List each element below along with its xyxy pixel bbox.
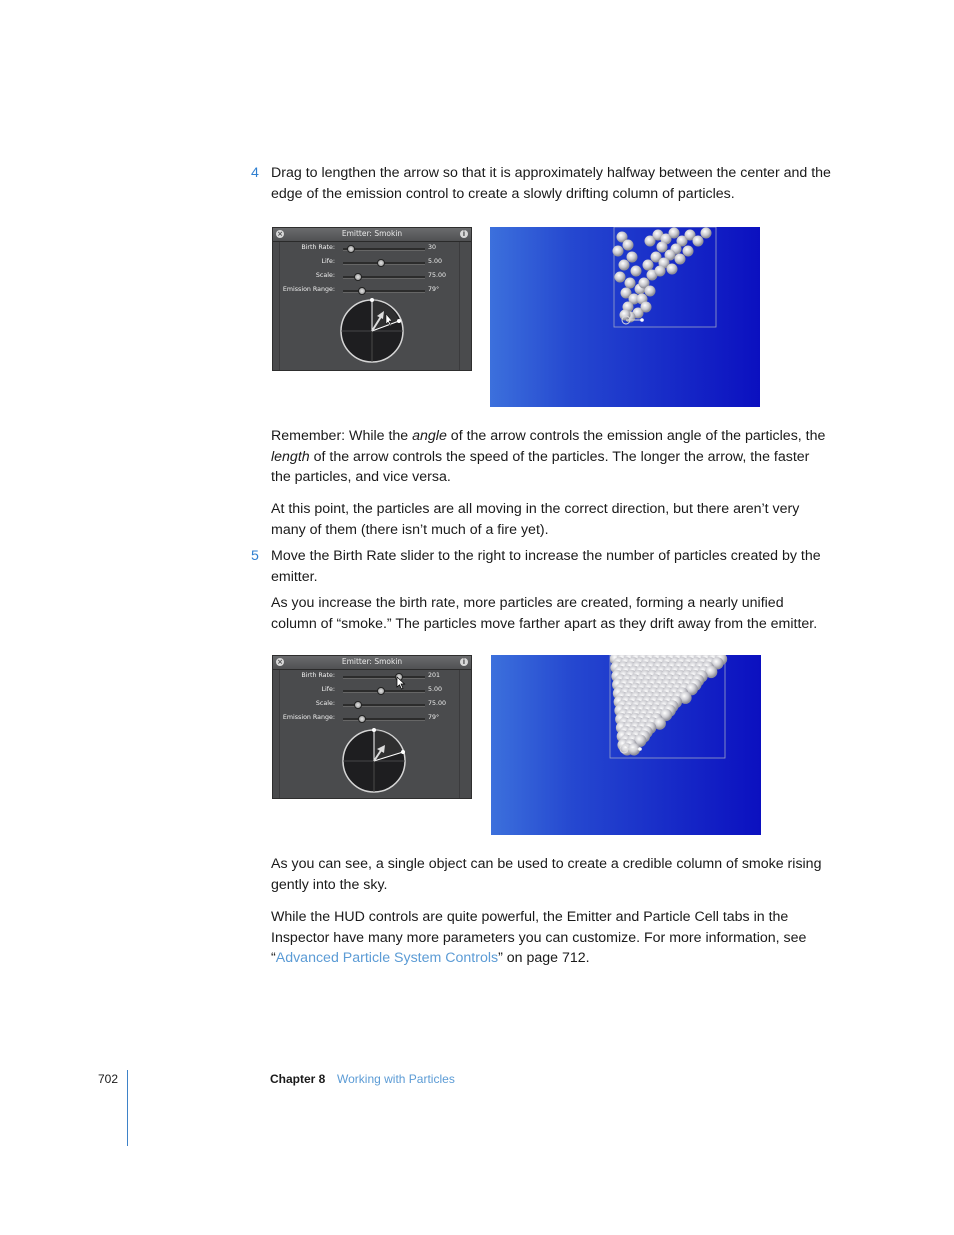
smoke-particle: [683, 246, 694, 257]
particle-column: [491, 655, 761, 835]
chapter-title-link[interactable]: Working with Particles: [337, 1072, 455, 1086]
smoke-particle: [655, 266, 666, 277]
paragraph-text: ” on page 712.: [498, 950, 590, 966]
smoke-particle: [643, 260, 654, 271]
step-text: Move the Birth Rate slider to the right to increase the number of particles created by the emitter.: [271, 548, 821, 585]
step-text: Drag to lengthen the arrow so that it is approximately halfway between the center and the edge of the emission control to create a slowly drifting column of particles.: [271, 165, 831, 202]
hud-title-bar: [273, 228, 471, 242]
smoke-particle: [693, 236, 704, 247]
slider-label: Birth Rate:: [301, 672, 335, 679]
cursor-icon: [396, 676, 406, 690]
note-emphasis: length: [271, 448, 310, 465]
slider-track[interactable]: [343, 290, 425, 293]
slider-value: 30: [428, 244, 437, 251]
emission-angle-control[interactable]: [341, 728, 407, 794]
slider-knob[interactable]: [377, 687, 385, 695]
step-number: 5: [251, 548, 259, 564]
slider-knob[interactable]: [354, 273, 362, 281]
slider-label: Emission Range:: [282, 714, 335, 721]
smoke-particle: [675, 254, 686, 265]
slider-label: Emission Range:: [282, 286, 335, 293]
hud-title: Emitter: Smokin: [341, 657, 403, 666]
page-number: 702: [98, 1072, 119, 1086]
slider-label: Scale:: [315, 700, 335, 707]
footer-rule: [127, 1070, 128, 1146]
slider-value: 5.00: [428, 258, 443, 265]
smoke-particle: [615, 272, 626, 283]
slider-value: 5.00: [428, 686, 443, 693]
hud-slider-row: [273, 272, 471, 282]
smoke-particle: [631, 266, 642, 277]
emitter-hud: [272, 227, 472, 371]
slider-label: Scale:: [315, 272, 335, 279]
slider-knob[interactable]: [377, 259, 385, 267]
step-number: 4: [251, 165, 259, 181]
slider-label: Life:: [321, 258, 335, 265]
smoke-particle: [623, 240, 634, 251]
slider-value: 75.00: [428, 700, 447, 707]
note-text: of the arrow controls the emission angle of the particles, the: [446, 428, 826, 444]
note-emphasis: angle: [412, 428, 447, 444]
hud-slider-row: [273, 244, 471, 254]
body-paragraph: As you increase the birth rate, more particles are created, forming a nearly unified column of “smoke.” The particles move farther apart as they drift away from the emitter.: [271, 595, 818, 632]
close-icon[interactable]: ×: [277, 658, 283, 666]
slider-value: 79°: [428, 714, 440, 721]
chapter-label: Chapter 8: [270, 1072, 326, 1086]
smoke-particle: [657, 242, 668, 253]
smoke-particle: [613, 246, 624, 257]
canvas-preview: [490, 227, 760, 407]
smoke-particle: [625, 278, 636, 289]
slider-track[interactable]: [343, 676, 425, 679]
smoke-particle: [701, 228, 712, 239]
slider-label: Birth Rate:: [301, 244, 335, 251]
hud-slider-row: [273, 700, 471, 710]
smoke-particle: [667, 264, 678, 275]
slider-knob[interactable]: [358, 287, 366, 295]
slider-track[interactable]: [343, 718, 425, 721]
hud-slider-row: [273, 714, 471, 724]
slider-knob[interactable]: [354, 701, 362, 709]
slider-track[interactable]: [343, 248, 425, 251]
info-icon[interactable]: i: [460, 658, 468, 666]
slider-knob[interactable]: [347, 245, 355, 253]
canvas-preview: [491, 655, 761, 835]
slider-value: 79°: [428, 286, 440, 293]
smoke-particle: [645, 286, 656, 297]
body-paragraph: As you can see, a single object can be used to create a credible column of smoke rising gently into the sky.: [271, 856, 822, 893]
info-icon[interactable]: i: [460, 230, 468, 238]
smoke-particle: [627, 252, 638, 263]
note-text: Remember: While the: [271, 428, 413, 444]
hud-slider-row: [273, 672, 471, 682]
smoke-particle: [669, 228, 680, 239]
smoke-particle: [641, 302, 652, 313]
close-icon[interactable]: ×: [277, 230, 283, 238]
emission-angle-control[interactable]: [339, 298, 405, 364]
advanced-controls-link[interactable]: Advanced Particle System Controls: [275, 950, 499, 966]
hud-title-bar: [273, 656, 471, 670]
body-paragraph: [271, 907, 831, 969]
hud-slider-row: [273, 286, 471, 296]
body-paragraph: At this point, the particles are all moving in the correct direction, but there aren’t very many of them (there isn’t much of a fire yet).: [271, 501, 800, 538]
note-text: of the arrow controls the speed of the particles. The longer the arrow, the faster the particles, and vice versa.: [271, 448, 810, 485]
particle-column: [490, 227, 760, 407]
hud-slider-row: [273, 258, 471, 268]
emitter-hud: [272, 655, 472, 799]
smoke-particle: [619, 260, 630, 271]
slider-value: 75.00: [428, 272, 447, 279]
slider-label: Life:: [321, 686, 335, 693]
slider-knob[interactable]: [358, 715, 366, 723]
paragraph-text: While the HUD controls are quite powerful, the Emitter and Particle Cell tabs in the Inspector have many more parameters you can customize. For more information, see “: [271, 909, 807, 966]
hud-title: Emitter: Smokin: [341, 229, 403, 238]
smoke-particle: [620, 310, 631, 321]
slider-value: 201: [428, 672, 441, 679]
hud-slider-row: [273, 686, 471, 696]
remember-note: [271, 426, 831, 488]
